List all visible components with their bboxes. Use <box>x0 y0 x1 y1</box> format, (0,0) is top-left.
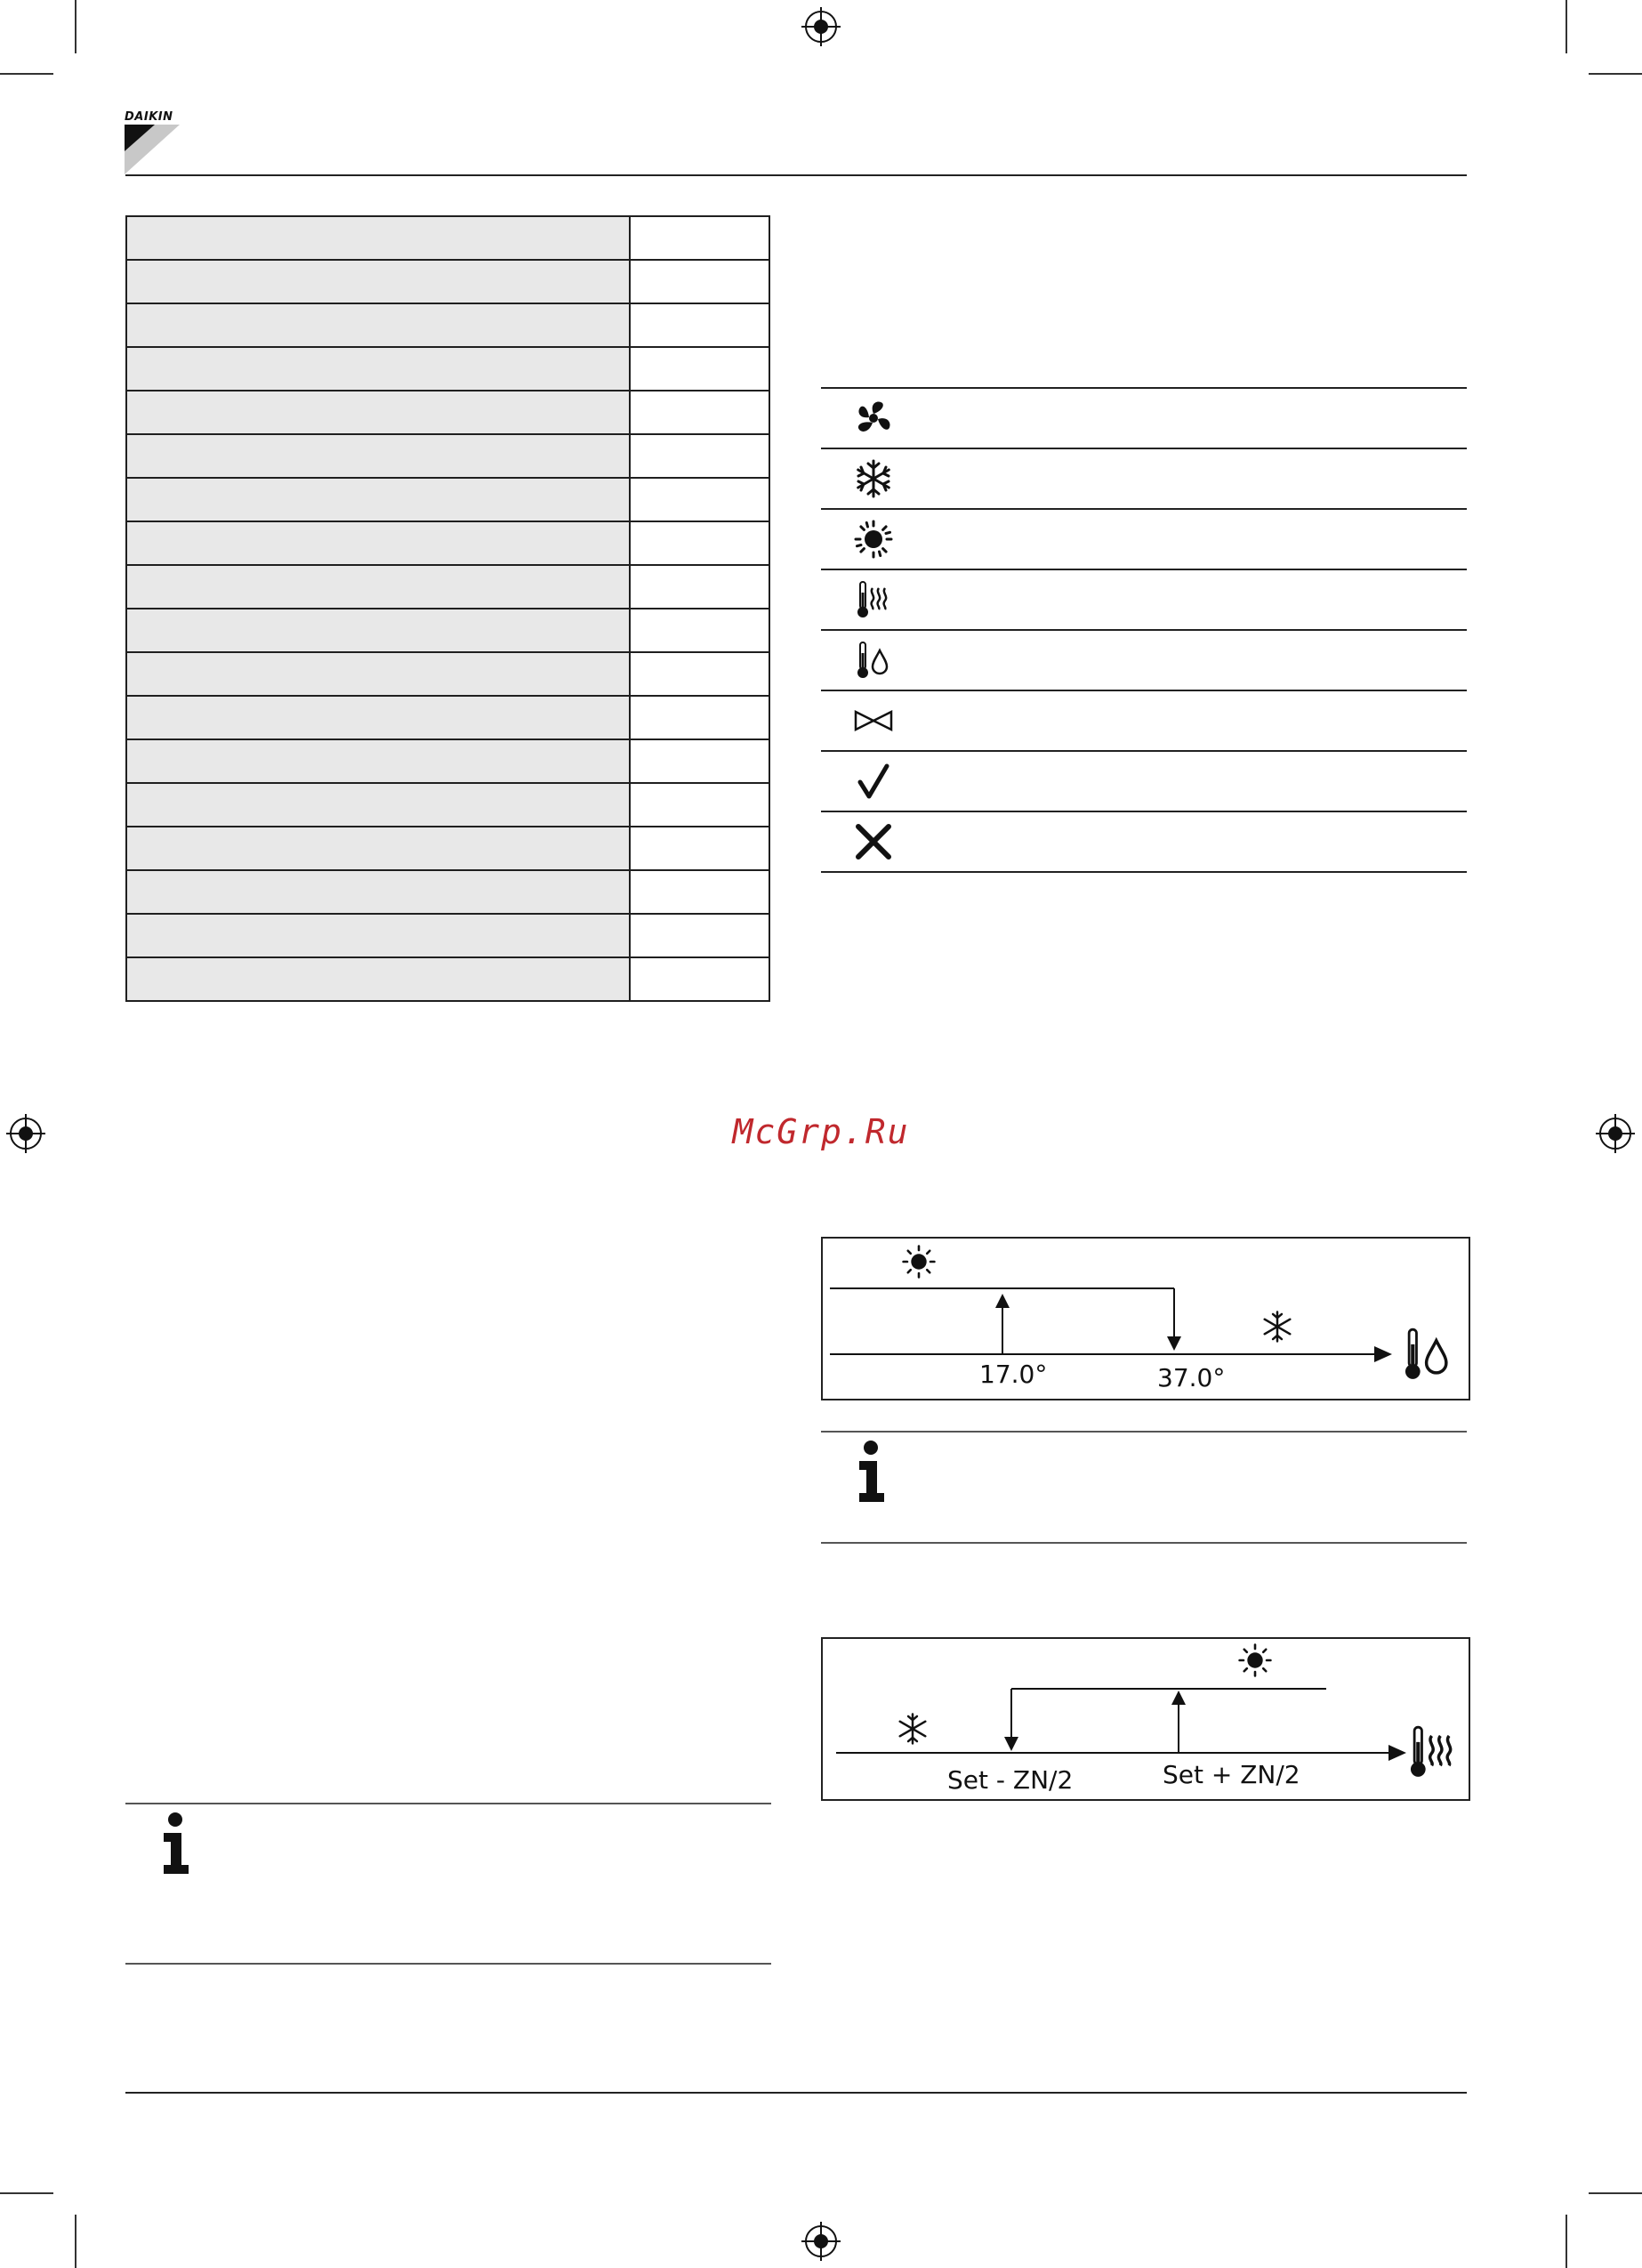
set-minus-label: Set - ZN/2 <box>947 1765 1074 1795</box>
changeover-air-diagram <box>821 1637 1470 1801</box>
table-cell-value <box>630 957 769 1001</box>
info-icon <box>856 1440 888 1504</box>
info-note-bottom-rule <box>125 1963 771 1965</box>
table-cell-value <box>630 347 769 391</box>
table-cell-value <box>630 303 769 347</box>
table-row <box>126 870 769 914</box>
cross-icon <box>853 821 894 862</box>
table-cell-label <box>126 391 630 434</box>
table-row <box>126 521 769 565</box>
table-cell-value <box>630 216 769 260</box>
thermometer-heat-icon <box>1405 1721 1461 1783</box>
set-plus-label: Set + ZN/2 <box>1163 1760 1300 1789</box>
table-cell-value <box>630 521 769 565</box>
table-cell-value <box>630 565 769 609</box>
table-cell-label <box>126 870 630 914</box>
crop-mark <box>1589 2192 1642 2194</box>
table-cell-label <box>126 347 630 391</box>
fan-icon <box>853 398 894 439</box>
crop-mark <box>0 2192 53 2194</box>
table-cell-value <box>630 609 769 652</box>
crop-mark <box>0 73 53 75</box>
snowflake-icon <box>1260 1310 1294 1344</box>
table-cell-label <box>126 652 630 696</box>
table-row <box>126 478 769 521</box>
table-row <box>126 609 769 652</box>
table-cell-value <box>630 783 769 827</box>
table-row <box>126 434 769 478</box>
table-cell-value <box>630 696 769 739</box>
table-row <box>126 216 769 260</box>
info-note-top-rule <box>125 1803 771 1804</box>
table-row <box>126 391 769 434</box>
table-cell-label <box>126 521 630 565</box>
info-note-bottom-rule <box>821 1542 1467 1544</box>
legend-row-sun <box>821 508 1467 569</box>
header-rule <box>125 174 1467 176</box>
icon-legend <box>821 387 1467 873</box>
table-cell-label <box>126 565 630 609</box>
legend-row-cross <box>821 811 1467 873</box>
crop-mark <box>1566 2215 1567 2268</box>
table-cell-value <box>630 260 769 303</box>
table-cell-label <box>126 739 630 783</box>
table-cell-label <box>126 260 630 303</box>
table-row <box>126 303 769 347</box>
table-cell-label <box>126 957 630 1001</box>
crop-mark <box>1589 73 1642 75</box>
low-threshold-label: 17.0° <box>979 1360 1048 1389</box>
table-cell-value <box>630 434 769 478</box>
thermometer-heat-icon <box>853 579 894 620</box>
table-row <box>126 783 769 827</box>
parameters-table <box>125 215 770 1002</box>
registration-mark-icon <box>801 2222 841 2261</box>
table-row <box>126 260 769 303</box>
footer-rule <box>125 2092 1467 2094</box>
table-cell-value <box>630 391 769 434</box>
info-icon <box>160 1812 192 1876</box>
snowflake-icon <box>896 1712 930 1746</box>
crop-mark <box>75 2215 76 2268</box>
table-cell-value <box>630 478 769 521</box>
sun-icon <box>853 519 894 560</box>
changeover-water-diagram <box>821 1237 1470 1400</box>
sun-icon <box>901 1244 937 1279</box>
legend-row-thermometer-heat <box>821 569 1467 629</box>
table-row <box>126 347 769 391</box>
table-row <box>126 652 769 696</box>
brand-logo-text: DAIKIN <box>125 110 173 124</box>
legend-row-snowflake <box>821 448 1467 508</box>
thermometer-drop-icon <box>1399 1324 1456 1384</box>
thermometer-drop-icon <box>853 640 894 681</box>
crop-mark <box>1566 0 1567 53</box>
legend-row-thermometer-drop <box>821 629 1467 690</box>
table-cell-value <box>630 827 769 870</box>
check-icon <box>853 761 894 802</box>
crop-mark <box>75 0 76 53</box>
table-cell-value <box>630 652 769 696</box>
info-note-top-rule <box>821 1431 1467 1433</box>
table-cell-label <box>126 696 630 739</box>
table-cell-label <box>126 434 630 478</box>
valve-icon <box>853 700 894 741</box>
legend-row-fan <box>821 387 1467 448</box>
table-cell-label <box>126 216 630 260</box>
table-row <box>126 957 769 1001</box>
table-cell-label <box>126 827 630 870</box>
table-cell-label <box>126 783 630 827</box>
table-cell-label <box>126 609 630 652</box>
table-cell-value <box>630 739 769 783</box>
table-row <box>126 565 769 609</box>
table-row <box>126 827 769 870</box>
legend-row-check <box>821 750 1467 811</box>
daikin-logo-icon <box>125 125 180 174</box>
watermark: McGrp.Ru <box>732 1112 910 1151</box>
table-cell-value <box>630 914 769 957</box>
table-row <box>126 739 769 783</box>
snowflake-icon <box>853 458 894 499</box>
table-cell-label <box>126 914 630 957</box>
table-cell-label <box>126 478 630 521</box>
table-cell-label <box>126 303 630 347</box>
table-row <box>126 914 769 957</box>
legend-row-valve <box>821 690 1467 750</box>
high-threshold-label: 37.0° <box>1157 1363 1226 1392</box>
sun-icon <box>1237 1642 1273 1678</box>
registration-mark-icon <box>801 7 841 46</box>
table-cell-value <box>630 870 769 914</box>
table-row <box>126 696 769 739</box>
